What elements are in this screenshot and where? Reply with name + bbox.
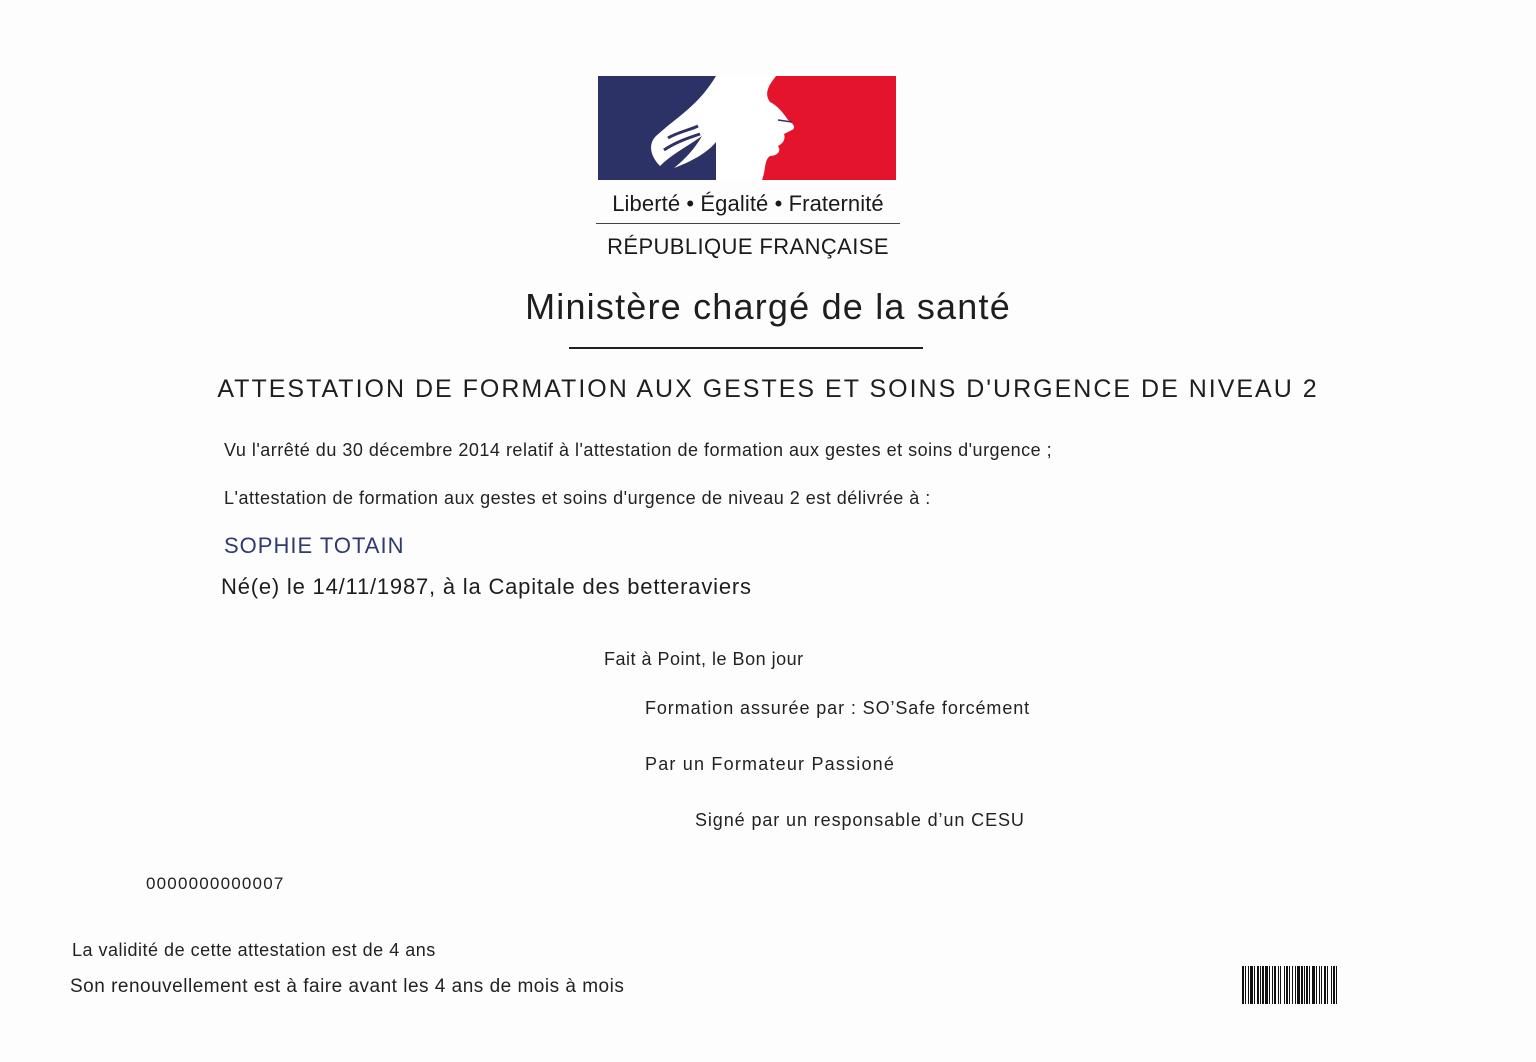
marianne-logo-block xyxy=(596,76,900,266)
place-and-date: Fait à Point, le Bon jour xyxy=(604,649,804,669)
ministry-divider xyxy=(569,347,923,349)
holder-birth-info: Né(e) le 14/11/1987, à la Capitale des betteraviers xyxy=(221,574,752,599)
renewal-notice: Son renouvellement est à faire avant les 4 ans de mois à mois xyxy=(70,976,625,997)
training-provider: Formation assurée par : SO’Safe forcément xyxy=(645,698,1031,718)
ministry-name: Ministère chargé de la santé xyxy=(525,286,1011,327)
trainer: Par un Formateur Passioné xyxy=(645,754,896,774)
holder-name: SOPHIE TOTAIN xyxy=(224,533,405,558)
serial-number: 0000000000007 xyxy=(146,874,285,893)
validity-duration: La validité de cette attestation est de 4 ans xyxy=(72,940,436,960)
motto: Liberté • Égalité • Fraternité xyxy=(612,191,884,216)
barcode-icon xyxy=(1242,966,1428,1004)
signatory: Signé par un responsable d’un CESU xyxy=(695,810,1025,830)
republique-francaise-label: RÉPUBLIQUE FRANÇAISE xyxy=(607,234,889,259)
legal-reference: Vu l'arrêté du 30 décembre 2014 relatif à l'attestation de formation aux gestes et soins d'urgence ; xyxy=(224,440,1053,460)
marianne-logo-icon xyxy=(598,76,896,180)
document-title: ATTESTATION DE FORMATION AUX GESTES ET SOINS D'URGENCE DE NIVEAU 2 xyxy=(217,375,1319,403)
motto-divider xyxy=(596,223,900,224)
delivery-statement: L'attestation de formation aux gestes et soins d'urgence de niveau 2 est délivrée à : xyxy=(224,488,931,508)
